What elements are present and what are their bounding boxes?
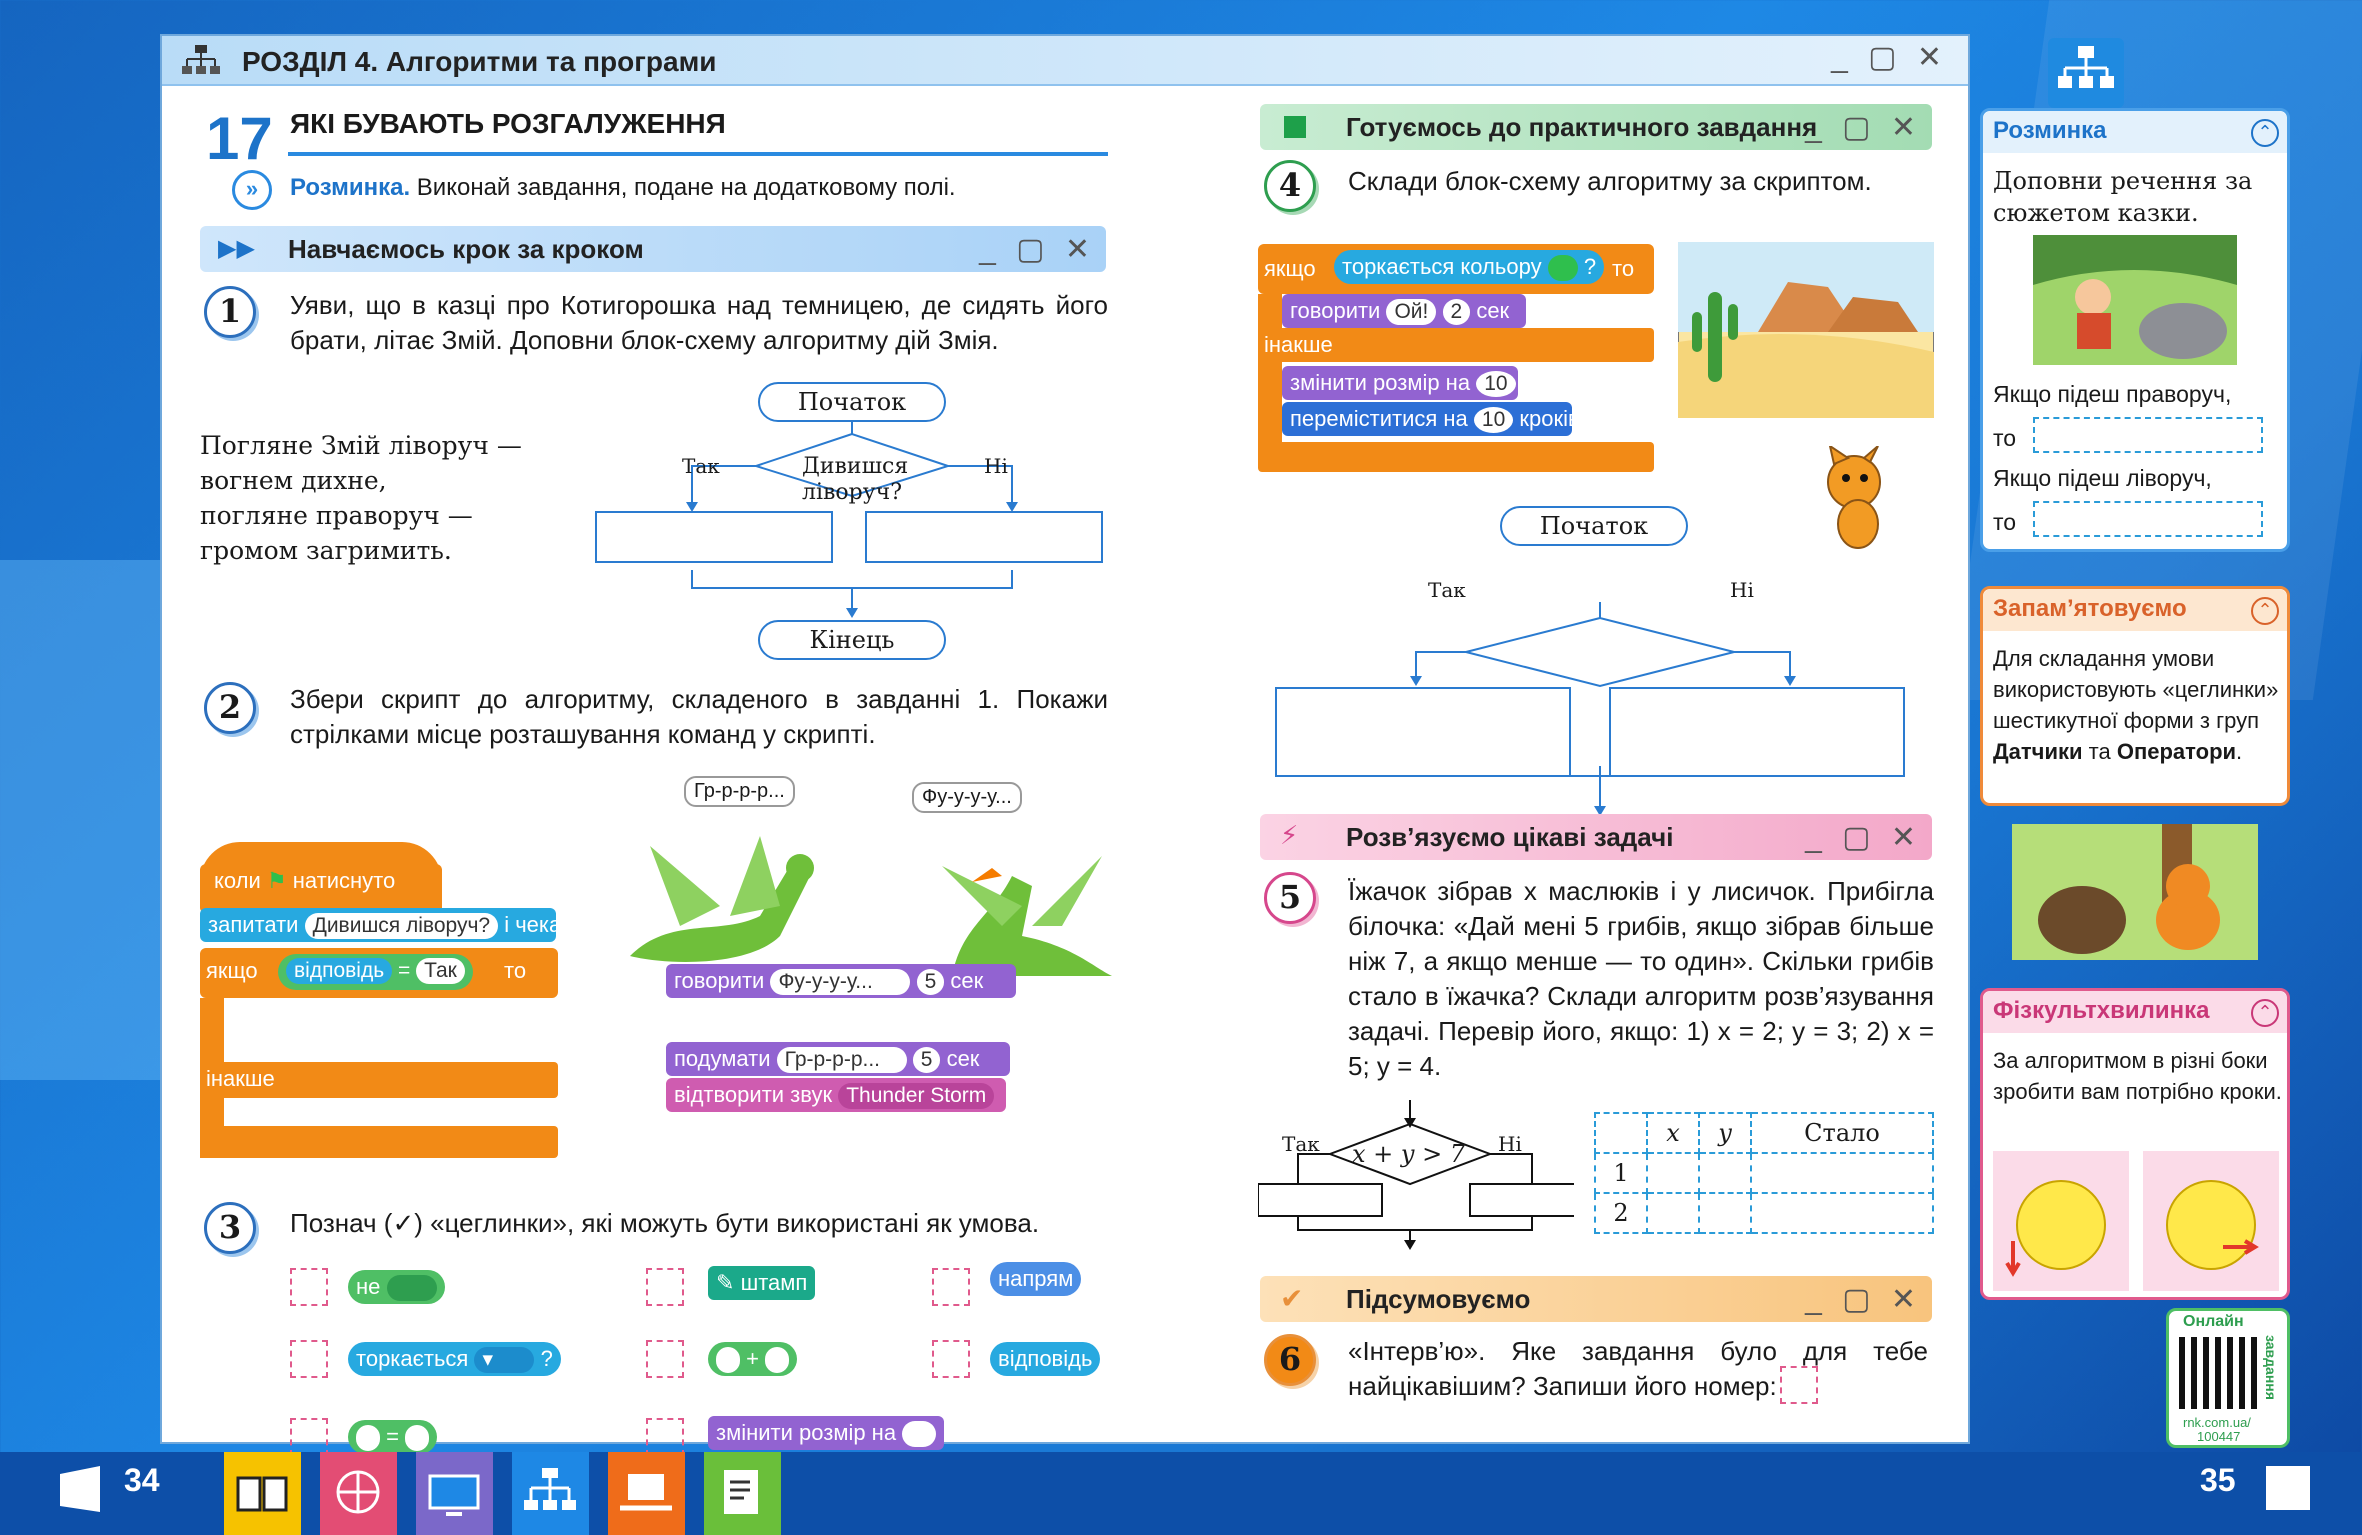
table-header-cell <box>1595 1113 1647 1153</box>
task5-no: Ні <box>1498 1132 1522 1156</box>
pen-icon: ✎ <box>716 1270 735 1295</box>
block-text: натиснуто <box>292 868 396 893</box>
block-not <box>348 1270 445 1304</box>
task6-text: «Інтерв’ю». Яке завдання було для тебе найцікавішим? Запиши його номер: <box>1348 1336 1928 1401</box>
block-text: не <box>356 1274 381 1299</box>
title-underline <box>288 152 1108 156</box>
empty-slot <box>902 1421 936 1447</box>
block-plus <box>708 1342 797 1376</box>
resize-input[interactable]: 10 <box>1476 371 1515 397</box>
dropdown-slot: ▾ <box>474 1347 534 1373</box>
taskbar-monitor-icon[interactable] <box>416 1452 493 1535</box>
else-label: інакше <box>206 1066 275 1091</box>
checkbox-touching[interactable] <box>290 1340 328 1378</box>
block-text: кроків <box>1519 406 1580 431</box>
checkmark-icon: ✔ <box>1280 1283 1304 1314</box>
block-touching <box>348 1342 561 1376</box>
table-row <box>1595 1193 1933 1233</box>
task4-number: 4 <box>1264 160 1316 212</box>
sidebar-warmup-to1: то <box>1993 425 2017 451</box>
warmup-label: Розминка. <box>290 174 411 201</box>
section-prep-bar <box>1260 104 1932 150</box>
checkbox-equals[interactable] <box>290 1418 328 1456</box>
square-page-icon[interactable] <box>2266 1466 2310 1510</box>
cond-line: Дивишся <box>802 454 909 479</box>
block-resize <box>708 1416 944 1450</box>
say-block[interactable] <box>1282 294 1526 328</box>
then-label: то <box>1612 256 1635 281</box>
sidebar-warmup-title: Розминка <box>1983 111 2287 153</box>
collapse-icon[interactable]: ⌃ <box>2251 597 2279 625</box>
sidebar-warmup-to2: то <box>1993 509 2017 535</box>
table-row <box>1595 1153 1933 1193</box>
color-swatch[interactable] <box>1548 255 1578 281</box>
block-direction: напрям <box>990 1262 1081 1296</box>
square-icon <box>1284 116 1306 138</box>
desert-stage-image <box>1678 242 1934 418</box>
section-controls[interactable]: _ ▢ ✕ <box>1805 111 1922 144</box>
table-cell-result2[interactable] <box>1751 1193 1933 1233</box>
task1-text: Уяви, що в казці про Котигорошка над темницею, де сидять його брати, літає Змій. Доповни блок-схему алгоритму дій Змія. <box>290 290 1108 355</box>
lesson-title: ЯКІ БУВАЮТЬ РОЗГАЛУЖЕННЯ <box>290 108 726 139</box>
block-text: сек <box>1476 298 1510 323</box>
cond-line: ліворуч? <box>802 480 903 505</box>
task5-text: Їжачок зібрав x маслюків і y лисичок. Прибігла білочка: «Дай мені 5 грибів, якщо зібрав більше ніж 7, а якщо менше — то один». Скільки грибів стало в їжачка? Склади алгоритм розв’язування задачі. Перевір його, якщо: 1) x = 2; y = 3; 2) x = 5; y = 4. <box>1348 876 1934 1081</box>
scratch-cat-image <box>1812 446 1902 556</box>
table-cell-y1[interactable] <box>1699 1153 1751 1193</box>
block-text: змінити розмір на <box>716 1420 897 1445</box>
block-answer: відповідь <box>990 1342 1100 1376</box>
table-header-cell: Стало <box>1751 1113 1933 1153</box>
block-text: = <box>398 959 411 982</box>
block-equals <box>348 1420 437 1454</box>
flowchart-end: Кінець <box>758 620 946 660</box>
block-text: + <box>746 1346 759 1371</box>
task4-flowchart <box>1270 566 1930 826</box>
fast-forward-icon: ▶▶ <box>218 235 255 262</box>
warmup-text: Виконай завдання, подане на додатковому полі. <box>416 174 956 201</box>
start-windows-icon[interactable] <box>60 1466 106 1512</box>
zigzag-icon: ⚡ <box>1280 820 1299 850</box>
section-solve-bar <box>1260 814 1932 860</box>
resize-block[interactable] <box>1282 366 1518 400</box>
flowchart-condition <box>802 454 909 506</box>
sidebar-warmup-line1: Якщо підеш праворуч, <box>1993 381 2232 407</box>
if-label: якщо <box>206 958 258 983</box>
task5-table <box>1594 1112 1934 1234</box>
sidebar-remember <box>1980 586 2290 806</box>
remember-bold: Оператори <box>2116 739 2237 764</box>
flowchart-empty-box-left <box>1258 1184 1382 1216</box>
empty-slot <box>356 1425 380 1451</box>
answer-reporter: відповідь <box>286 958 392 984</box>
online-task-qr[interactable] <box>2166 1308 2290 1448</box>
task3-text: Познач (✓) «цеглинки», які можуть бути використані як умова. <box>290 1208 1040 1238</box>
flowchart-start: Початок <box>1500 506 1688 546</box>
checkbox-answer[interactable] <box>932 1340 970 1378</box>
flowchart-yes: Так <box>682 454 720 478</box>
block-text: говорити <box>1290 298 1381 323</box>
table-header-cell: y <box>1699 1113 1751 1153</box>
table-cell-y2[interactable] <box>1699 1193 1751 1233</box>
if-block-foot <box>200 1126 558 1158</box>
task2-text: Збери скрипт до алгоритму, складеного в завданні 1. Покажи стрілками місце розташування команд у скрипті. <box>290 684 1108 749</box>
think-block[interactable] <box>666 1042 1010 1076</box>
online-label: Онлайн <box>2183 1313 2244 1330</box>
block-text: переміститися на <box>1290 406 1468 431</box>
section-summary-title: Підсумовуємо <box>1346 1284 1531 1314</box>
if-label: якщо <box>1264 256 1316 281</box>
task5-yes: Так <box>1282 1132 1320 1156</box>
online-url: rnk.com.ua/ <box>2183 1415 2251 1430</box>
block-text: = <box>386 1424 399 1449</box>
task1-poem <box>200 428 522 568</box>
block-text: відтворити звук <box>674 1082 833 1107</box>
flowchart-empty-box-left <box>596 512 832 562</box>
checkbox-stamp[interactable] <box>646 1268 684 1306</box>
sidebar-warmup-blank1[interactable] <box>2033 417 2263 453</box>
think-input[interactable]: Гр-р-р-р... <box>777 1047 907 1073</box>
sidebar-remember-body <box>1993 643 2283 767</box>
checkbox-direction[interactable] <box>932 1268 970 1306</box>
warmup-arrow-icon: » <box>232 170 272 210</box>
flowchart-start: Початок <box>758 382 946 422</box>
table-header-cell: x <box>1647 1113 1699 1153</box>
touching-color-block[interactable] <box>1334 250 1604 284</box>
poem-line: погляне праворуч — <box>200 501 473 530</box>
section-controls[interactable]: _ ▢ ✕ <box>979 233 1096 266</box>
empty-slot <box>387 1275 437 1301</box>
algorithm-app-icon <box>2048 38 2124 108</box>
page-number-right: 35 <box>2200 1462 2236 1498</box>
move-block[interactable] <box>1282 402 1580 436</box>
block-text: сек <box>946 1046 980 1071</box>
task1-number: 1 <box>204 286 256 338</box>
taskbar-notes-icon[interactable] <box>704 1452 781 1535</box>
section-solve-title: Розв’язуємо цікаві задачі <box>1346 822 1674 852</box>
exercise-kolobok-image <box>1993 1151 2283 1291</box>
say-input[interactable]: Ой! <box>1386 299 1436 325</box>
task5-condition: x + y > 7 <box>1352 1140 1466 1168</box>
window-controls[interactable]: _ ▢ ✕ <box>1831 41 1948 74</box>
block-text: змінити розмір на <box>1290 370 1471 395</box>
block-text: сек <box>950 968 984 993</box>
section-controls[interactable]: _ ▢ ✕ <box>1805 821 1922 854</box>
poem-line: громом загримить. <box>200 536 452 565</box>
flowchart-empty-box-right <box>1610 688 1904 776</box>
then-label: то <box>504 958 527 983</box>
speech-bubble-growl: Гр-р-р-р... <box>684 776 795 807</box>
task2-number: 2 <box>204 682 256 734</box>
task4-text: Склади блок-схему алгоритму за скриптом. <box>1348 166 1872 196</box>
table-cell-result1[interactable] <box>1751 1153 1933 1193</box>
empty-slot <box>405 1425 429 1451</box>
sidebar-fitness-title: Фізкультхвилинка <box>1983 991 2287 1033</box>
remember-text: та <box>2088 739 2111 764</box>
online-code: 100447 <box>2197 1429 2241 1444</box>
sidebar-fitness <box>1980 988 2290 1300</box>
section-learn-title: Навчаємось крок за кроком <box>288 234 644 264</box>
sound-dropdown[interactable]: Thunder Storm <box>838 1083 994 1109</box>
section-controls[interactable]: _ ▢ ✕ <box>1805 1283 1922 1316</box>
page-number-left: 34 <box>124 1462 160 1498</box>
block-text: торкається <box>356 1346 469 1371</box>
play-sound-block[interactable] <box>666 1078 1006 1112</box>
block-text: штамп <box>740 1270 808 1295</box>
sidebar-fitness-text: За алгоритмом в різні боки зробити вам потрібно кроки. <box>1993 1048 2282 1104</box>
taskbar-book-icon[interactable] <box>224 1452 301 1535</box>
sidebar-warmup-line2: Якщо підеш ліворуч, <box>1993 465 2212 491</box>
section-learn-bar <box>200 226 1106 272</box>
sidebar-warmup-text: Доповни речення за сюжетом казки. <box>1993 167 2253 227</box>
move-input[interactable]: 10 <box>1474 407 1513 433</box>
if-else-side <box>1258 294 1282 464</box>
remember-text: . <box>2236 739 2243 764</box>
checkbox-plus[interactable] <box>646 1340 684 1378</box>
taskbar-globe-icon[interactable] <box>320 1452 397 1535</box>
taskbar-laptop-icon[interactable] <box>608 1452 685 1535</box>
if-else-foot <box>1258 442 1654 472</box>
table-cell-x1[interactable] <box>1647 1153 1699 1193</box>
flowchart-no: Ні <box>1730 578 1754 602</box>
block-text: подумати <box>674 1046 771 1071</box>
empty-slot <box>716 1347 740 1373</box>
hedgehog-squirrel-image <box>2012 824 2258 960</box>
remember-bold: Датчики <box>1993 739 2083 764</box>
fairy-tale-image <box>2033 235 2237 365</box>
block-text: коли <box>214 868 261 893</box>
ask-and-wait-block[interactable] <box>200 908 584 942</box>
row-number: 1 <box>1595 1153 1647 1193</box>
row-number: 2 <box>1595 1193 1647 1233</box>
block-text: і чекати <box>504 912 584 937</box>
taskbar-algorithm-icon[interactable] <box>512 1452 589 1535</box>
collapse-icon[interactable]: ⌃ <box>2251 119 2279 147</box>
dragon-left-image <box>610 806 830 976</box>
section-summary-bar <box>1260 1276 1932 1322</box>
ask-input[interactable]: Дивишся ліворуч? <box>305 913 498 939</box>
empty-slot <box>765 1347 789 1373</box>
block-text: говорити <box>674 968 765 993</box>
checkbox-resize[interactable] <box>646 1418 684 1456</box>
task6-answer-box[interactable] <box>1780 1366 1818 1404</box>
say-block[interactable] <box>666 964 1016 998</box>
when-flag-clicked-block[interactable] <box>200 864 442 898</box>
sidebar-warmup <box>1980 108 2290 552</box>
speech-bubble-huff: Фу-у-у-у... <box>912 782 1022 813</box>
checkbox-not[interactable] <box>290 1268 328 1306</box>
flowchart-empty-box-left <box>1276 688 1570 776</box>
block-text: ? <box>1583 254 1597 279</box>
task5-flowchart <box>1258 1100 1574 1250</box>
qr-code-icon <box>2179 1337 2259 1409</box>
flowchart-no: Ні <box>984 454 1008 478</box>
poem-line: Погляне Змій ліворуч — <box>200 431 522 460</box>
remember-text: Для складання умови використовують «цеглинки» шестикутної форми з груп <box>1993 646 2279 733</box>
think-seconds-input[interactable]: 5 <box>913 1047 941 1073</box>
window-titlebar <box>162 36 1968 86</box>
flowchart-empty-box-right <box>1470 1184 1574 1216</box>
sidebar-warmup-blank2[interactable] <box>2033 501 2263 537</box>
collapse-icon[interactable]: ⌃ <box>2251 999 2279 1027</box>
block-text: запитати <box>208 912 299 937</box>
block-text: ? <box>540 1346 553 1371</box>
green-flag-icon: ⚑ <box>266 868 287 893</box>
warmup-line <box>290 174 956 202</box>
flowchart-empty-box-right <box>866 512 1102 562</box>
task5-number: 5 <box>1264 872 1316 924</box>
task6-number: 6 <box>1264 1334 1316 1386</box>
online-label2: завдання <box>2263 1335 2279 1400</box>
say-seconds-input[interactable]: 5 <box>917 969 945 995</box>
algorithm-icon <box>176 42 226 80</box>
block-stamp <box>708 1266 815 1300</box>
say-seconds-input[interactable]: 2 <box>1443 299 1471 325</box>
sidebar-remember-title: Запам’ятовуємо <box>1983 589 2287 631</box>
lesson-number: 17 <box>206 105 273 172</box>
table-cell-x2[interactable] <box>1647 1193 1699 1233</box>
equals-condition-block[interactable] <box>278 954 473 990</box>
section-prep-title: Готуємось до практичного завдання <box>1346 112 1818 142</box>
else-label: інакше <box>1264 332 1333 357</box>
window-title: РОЗДІЛ 4. Алгоритми та програми <box>242 46 717 77</box>
say-input[interactable]: Фу-у-у-у... <box>770 969 910 995</box>
flowchart-yes: Так <box>1428 578 1466 602</box>
yes-input[interactable]: Так <box>416 958 465 984</box>
task3-number: 3 <box>204 1202 256 1254</box>
textbook-window <box>160 34 1970 1449</box>
block-text: торкається кольору <box>1342 254 1542 279</box>
poem-line: вогнем дихне, <box>200 466 387 495</box>
